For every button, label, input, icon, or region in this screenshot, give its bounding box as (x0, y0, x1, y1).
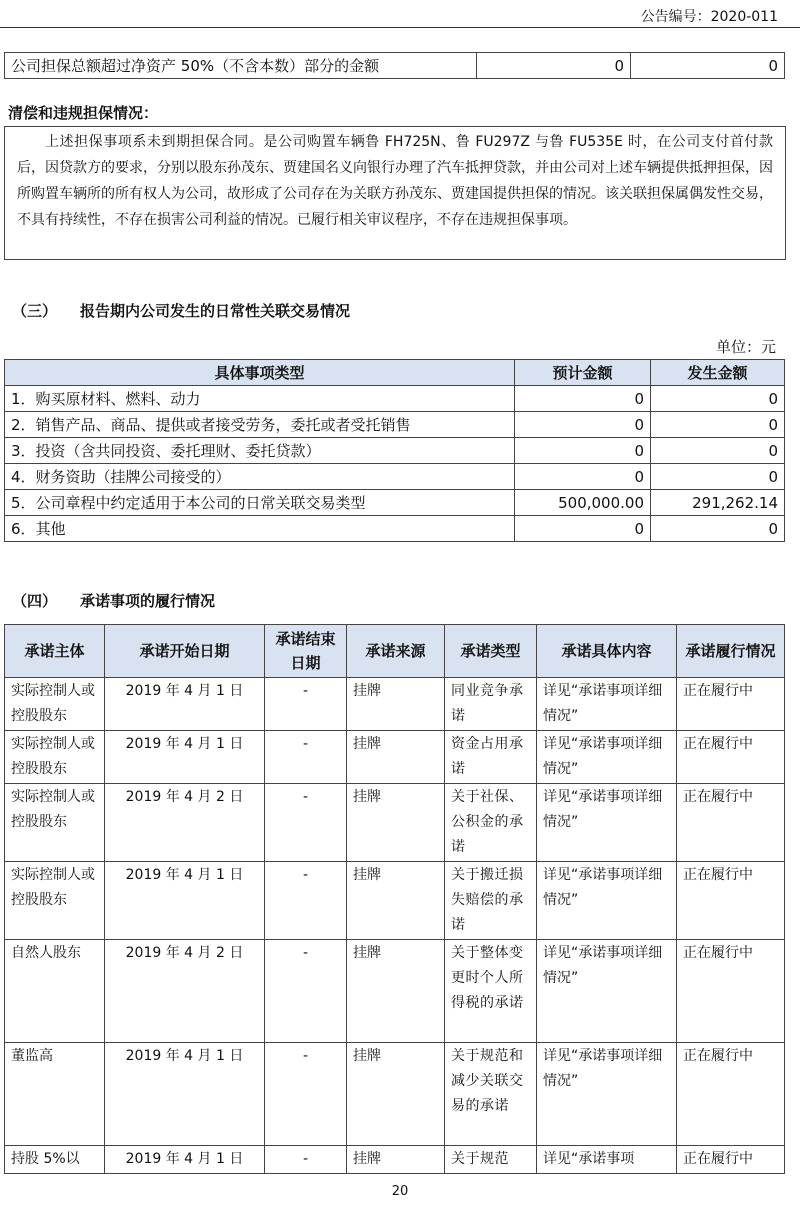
cell-end-date: - (265, 940, 347, 1043)
cell-content: 详见“承诺事项详细情况” (537, 862, 677, 940)
cell-content: 详见“承诺事项 (537, 1146, 677, 1174)
cell-source: 挂牌 (347, 1146, 445, 1174)
cell-status: 正在履行中 (677, 940, 785, 1043)
table-row (5, 678, 785, 731)
section3-number: （三） (12, 302, 58, 320)
cell-content: 详见“承诺事项详细情况” (537, 1043, 677, 1146)
cell-actual: 0 (651, 516, 785, 542)
cell-start-date: 2019 年 4 月 2 日 (105, 940, 265, 1043)
cell-end-date: - (265, 731, 347, 784)
col-header-content: 承诺具体内容 (537, 625, 677, 678)
cell-type: 2．销售产品、商品、提供或者接受劳务，委托或者受托销售 (5, 412, 515, 438)
table-row (5, 784, 785, 862)
cell-actual: 0 (651, 438, 785, 464)
table-header-row (5, 625, 785, 678)
cell-source: 挂牌 (347, 784, 445, 862)
table-row (5, 490, 785, 516)
excess-value-2: 0 (631, 53, 785, 79)
cell-source: 挂牌 (347, 678, 445, 731)
cell-estimated: 0 (515, 386, 651, 412)
cell-estimated: 500,000.00 (515, 490, 651, 516)
cell-content: 详见“承诺事项详细情况” (537, 784, 677, 862)
col-header-subject: 承诺主体 (5, 625, 105, 678)
cell-start-date: 2019 年 4 月 1 日 (105, 1146, 265, 1174)
unit-label: 单位：元 (715, 338, 776, 356)
col-header-type: 承诺类型 (445, 625, 537, 678)
cell-type: 4．财务资助（挂牌公司接受的） (5, 464, 515, 490)
cell-source: 挂牌 (347, 1043, 445, 1146)
cell-type: 关于搬迁损失赔偿的承诺 (445, 862, 537, 940)
cell-actual: 291,262.14 (651, 490, 785, 516)
cell-start-date: 2019 年 4 月 1 日 (105, 862, 265, 940)
cell-content: 详见“承诺事项详细情况” (537, 940, 677, 1043)
cell-subject: 实际控制人或控股股东 (5, 862, 105, 940)
related-transactions-table (4, 359, 785, 542)
cell-subject: 实际控制人或控股股东 (5, 731, 105, 784)
cell-start-date: 2019 年 4 月 1 日 (105, 731, 265, 784)
section4-title: 承诺事项的履行情况 (80, 592, 216, 610)
cell-status: 正在履行中 (677, 731, 785, 784)
repay-section-title: 清偿和违规担保情况： (8, 104, 159, 122)
section3-title: 报告期内公司发生的日常性关联交易情况 (80, 302, 351, 320)
table-row (5, 412, 785, 438)
cell-content: 详见“承诺事项详细情况” (537, 731, 677, 784)
cell-content: 详见“承诺事项详细情况” (537, 678, 677, 731)
col-header-end-date: 承诺结束日期 (265, 625, 347, 678)
cell-end-date: - (265, 862, 347, 940)
table-header-row (5, 360, 785, 386)
cell-start-date: 2019 年 4 月 2 日 (105, 784, 265, 862)
commitments-table (4, 624, 785, 1174)
cell-actual: 0 (651, 464, 785, 490)
cell-start-date: 2019 年 4 月 1 日 (105, 1043, 265, 1146)
table-row (5, 464, 785, 490)
cell-status: 正在履行中 (677, 1146, 785, 1174)
notice-number: 公告编号：2020-011 (640, 9, 778, 25)
cell-end-date: - (265, 1146, 347, 1174)
cell-status: 正在履行中 (677, 862, 785, 940)
table-row (5, 1146, 785, 1174)
cell-type: 资金占用承诺 (445, 731, 537, 784)
cell-type: 同业竞争承诺 (445, 678, 537, 731)
table-row (5, 386, 785, 412)
excess-value-1: 0 (477, 53, 631, 79)
table-row (5, 438, 785, 464)
cell-subject: 自然人股东 (5, 940, 105, 1043)
cell-subject: 实际控制人或控股股东 (5, 784, 105, 862)
cell-actual: 0 (651, 386, 785, 412)
section4-number: （四） (12, 592, 58, 610)
cell-subject: 持股 5%以 (5, 1146, 105, 1174)
col-header-start-date: 承诺开始日期 (105, 625, 265, 678)
cell-status: 正在履行中 (677, 1043, 785, 1146)
page-number: 20 (391, 1184, 409, 1199)
cell-type: 5．公司章程中约定适用于本公司的日常关联交易类型 (5, 490, 515, 516)
cell-estimated: 0 (515, 464, 651, 490)
col-header-source: 承诺来源 (347, 625, 445, 678)
cell-estimated: 0 (515, 516, 651, 542)
table-row (5, 516, 785, 542)
table-row (5, 940, 785, 1043)
cell-actual: 0 (651, 412, 785, 438)
cell-end-date: - (265, 784, 347, 862)
cell-type: 关于社保、公积金的承诺 (445, 784, 537, 862)
cell-type: 3．投资（含共同投资、委托理财、委托贷款） (5, 438, 515, 464)
table-row (5, 731, 785, 784)
cell-status: 正在履行中 (677, 784, 785, 862)
col-header-type: 具体事项类型 (5, 360, 515, 386)
cell-source: 挂牌 (347, 731, 445, 784)
table-row (5, 53, 785, 79)
cell-end-date: - (265, 1043, 347, 1146)
cell-source: 挂牌 (347, 862, 445, 940)
repay-description: 上述担保事项系未到期担保合同。是公司购置车辆鲁 FH725N、鲁 FU297Z 与鲁 FU535E 时，在公司支付首付款后，因贷款方的要求，分别以股东孙茂东、贾建国名义向银行办理了汽车抵押贷款，并由公司对上述车辆提供抵押担保，因所购置车辆所的所有权人为公司，故形成了公司存在为关联方孙茂东、贾建国提供担保的情况。该关联担保属偶发性交易，不具有持续性，不存在损害公司利益的情况。已履行相关审议程序，不存在违规担保事项。 (4, 126, 786, 260)
cell-type: 关于规范和减少关联交易的承诺 (445, 1043, 537, 1146)
excess-label: 公司担保总额超过净资产 50%（不含本数）部分的金额 (5, 53, 477, 79)
guarantee-excess-table (4, 52, 785, 79)
header-divider (0, 27, 800, 28)
col-header-status: 承诺履行情况 (677, 625, 785, 678)
cell-end-date: - (265, 678, 347, 731)
table-row (5, 862, 785, 940)
cell-type: 1．购买原材料、燃料、动力 (5, 386, 515, 412)
cell-estimated: 0 (515, 438, 651, 464)
cell-status: 正在履行中 (677, 678, 785, 731)
cell-type: 6．其他 (5, 516, 515, 542)
col-header-estimated: 预计金额 (515, 360, 651, 386)
col-header-actual: 发生金额 (651, 360, 785, 386)
cell-source: 挂牌 (347, 940, 445, 1043)
cell-estimated: 0 (515, 412, 651, 438)
cell-type: 关于规范 (445, 1146, 537, 1174)
cell-subject: 董监高 (5, 1043, 105, 1146)
cell-start-date: 2019 年 4 月 1 日 (105, 678, 265, 731)
table-row (5, 1043, 785, 1146)
cell-subject: 实际控制人或控股股东 (5, 678, 105, 731)
cell-type: 关于整体变更时个人所得税的承诺 (445, 940, 537, 1043)
